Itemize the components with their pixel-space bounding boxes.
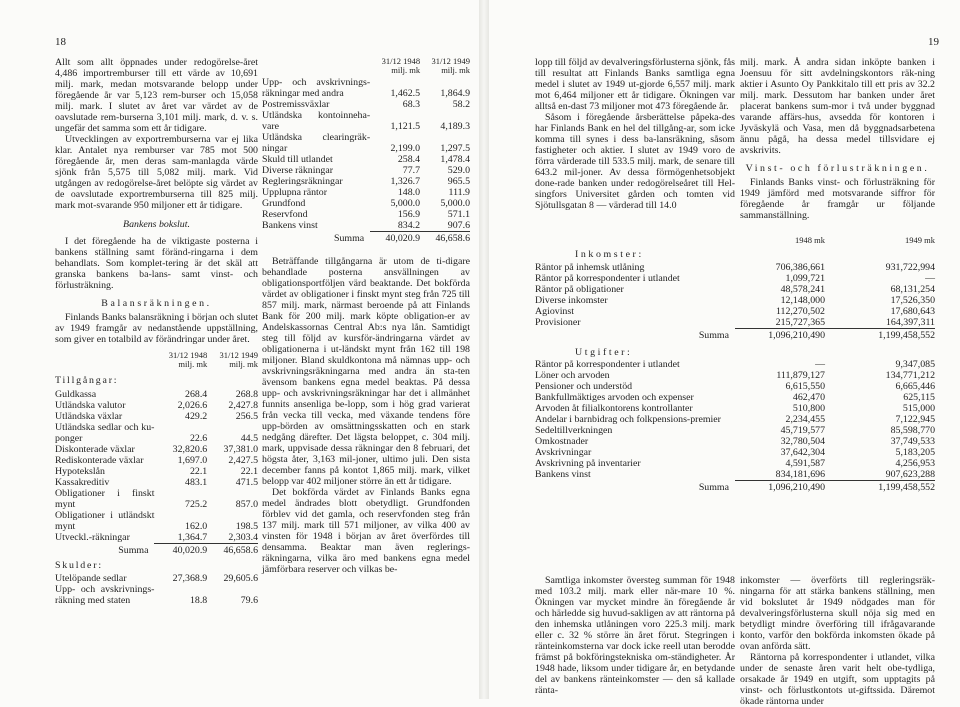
expense-value-1948: 32,780,504 <box>780 435 825 447</box>
expense-value-1948: 4,591,587 <box>785 457 825 469</box>
liability-value-1948: 834.2 <box>370 220 420 232</box>
column-3 <box>535 57 735 217</box>
asset-value-1949: 2,303.4 <box>207 532 258 544</box>
liability-label: Bankens vinst <box>262 220 318 232</box>
liability-value-1949: 907.6 <box>420 220 470 232</box>
income-value-1949: 17,680,643 <box>890 305 935 317</box>
expense-value-1948: 834,181,696 <box>735 469 835 481</box>
income-label: Agiovinst <box>535 305 574 317</box>
income-value-1949: 68,131,254 <box>890 283 935 295</box>
asset-row <box>55 488 258 510</box>
paragraph-profit-loss-intro: Finlands Banks vinst- och förlusträkning för 1949 jämförd med motsvarande siffror för föregående år framgår ur följande sammanställning. <box>740 177 935 221</box>
profit-loss-table <box>535 236 935 493</box>
profit-loss-heading: Vinst- och förlusträkningen. <box>745 163 930 174</box>
liability-row <box>55 584 258 606</box>
asset-value-1948: 22.1 <box>189 465 208 477</box>
assets-heading: Tillgångar: <box>55 374 119 386</box>
income-value-1948: 112,270,502 <box>775 305 825 317</box>
liabilities-heading: Skulder: <box>55 559 103 571</box>
income-sum-1949: 1,199,458,552 <box>878 329 935 341</box>
income-value-1949: — <box>925 272 935 284</box>
column-header-1948: 31/12 1948 milj. mk <box>168 350 208 369</box>
expenses-sum-label: Summa <box>698 481 729 493</box>
asset-value-1949: 22.1 <box>240 465 258 477</box>
expense-value-1949: 7,122,945 <box>895 413 935 425</box>
expense-value-1949: 5,183,205 <box>895 446 935 458</box>
liability-label: Postremissväxlar <box>262 98 330 110</box>
liability-value-1949: 529.0 <box>447 164 470 176</box>
liability-value-1949: 965.5 <box>447 175 470 187</box>
expense-value-1948: 37,642,304 <box>780 446 825 458</box>
expense-label: Arvoden åt filialkontorens kontrollanter <box>535 402 693 414</box>
income-value-1948: 706,386,661 <box>775 261 825 273</box>
expense-value-1949: 6,665,446 <box>895 380 935 392</box>
asset-value-1948: 1,697.0 <box>177 454 208 466</box>
paragraph-properties: Såsom i föregående årsberättelse påpeka-des har Finlands Bank en hel del tillgång-ar, som icke komma till synes i dess ba-lansräkning, såsom fastigheter och aktier. I slutet av 1949 voro de förra värderade till 533.5 milj. mark, de senare till 643.2 mil-joner. Av dessa förmögenhetsobjekt done-rade banken under redogörelseåret till Hel-singfors Universitet gården och tomten vid Sjötullsgatan 8 — värderad till 14.0 <box>535 112 735 211</box>
liability-label: Diverse räkningar <box>262 164 334 176</box>
liability-value-1949: 29,605.6 <box>223 572 258 584</box>
expense-row <box>535 436 935 447</box>
asset-row <box>55 466 258 477</box>
asset-label: Diskonterade växlar <box>55 443 135 455</box>
asset-value-1948: 22.6 <box>189 432 208 444</box>
income-value-1948: 48,578,241 <box>780 283 825 295</box>
income-sum-1948: 1,096,210,490 <box>768 329 825 341</box>
column-4 <box>740 57 935 221</box>
liability-row <box>262 99 470 110</box>
liability-value-1949: 111.9 <box>448 186 470 198</box>
paragraph-income-comment: Samtliga inkomster översteg summan för 1948 med 103.2 milj. mark eller när-mare 10 %. Ökningen var mycket mindre än föregående år och härledde sig huvud-sakligen av att räntorna på den inhemska utlåningen voro 225.3 milj. mark eller c. 32 % större än året förut. Stegringen i ränteinkomsterna var dock icke reell utan berodde främst på bokföringstekniska om-ständigheter. År 1948 hade, liksom under tidigare år, en betydande del av bankens ränteinkomster — den så kallade ränta- <box>535 575 735 696</box>
liability-value-1948: 156.9 <box>397 208 421 220</box>
income-value-1948: 12,148,000 <box>780 294 825 306</box>
asset-label: Utveckl.-räkningar <box>55 532 130 544</box>
asset-row <box>55 411 258 422</box>
income-value-1949: 931,722,994 <box>885 261 935 273</box>
expense-value-1948: 111,879,127 <box>776 369 825 381</box>
liabilities-sum-1949: 46,658.6 <box>435 232 470 244</box>
paragraph-bokslut: I det föregående ha de viktigaste posterna i bankens ställning samt föränd-ringarna i dem behandlats. Som komplet-tering är det skäl att granska bankens ba-lans- samt vinst- och förlusträkning. <box>55 236 258 291</box>
asset-label: Hypotekslån <box>55 465 105 477</box>
expense-label: Bankens vinst <box>535 469 591 481</box>
column-6 <box>740 575 935 707</box>
income-row <box>535 295 935 306</box>
income-label: Räntor på obligationer <box>535 283 624 295</box>
income-value-1948: 1,099,721 <box>785 272 825 284</box>
liability-value-1948: 1,121.5 <box>390 120 421 132</box>
liability-row <box>262 165 470 176</box>
expense-value-1949: 625,115 <box>903 391 935 403</box>
profit-loss-table-wrap <box>535 236 935 566</box>
paragraph-assets-commentary: Beträffande tillgångarna är utom de ti-digare behandlade posterna ansvällningen av obligationsportföljen värd beaktande. Det bokförda värdet av obligationer i finskt mynt steg från 725 till 857 milj. mark, närmast beroende på att Finlands Bank för 200 milj. mark köpte obligation-er av Andelskassornas Central Ab:s nya lån. Samtidigt steg till följd av kursför-ändringarna värdet av obligationerna i ut-ländskt mynt från 162 till 198 miljoner. Bland skuldkontona må nämnas upp- och avskrivningsräkningarna med andra än sta-ten ävensom bankens egna medel beaktas. På dessa upp- och avskrivningsräkningar har det i allmänhet funnits ansenliga be-lopp, som i hög grad varierat från vecka till vecka, med växande tendens före upp-börden av omsättningsskatten och en stark nedgång därefter. Det lägsta beloppet, c. 304 milj. mark, uppvisade dessa räkningar den 8 februari, det högsta åter, 3,163 mil-joner, ultimo juli. Den sista december fanns på kontot 1,865 milj. mark, vilket belopp var 402 miljoner större än ett år tidigare. <box>262 255 470 487</box>
asset-value-1948: 162.0 <box>185 520 208 532</box>
section-heading-bokslut: Bankens bokslut. <box>123 219 190 230</box>
liability-label: Skuld till utlandet <box>262 153 333 165</box>
asset-value-1948: 483.1 <box>185 476 208 488</box>
expense-value-1948: 2,234,455 <box>785 413 825 425</box>
expense-value-1949: 85,598,770 <box>890 424 935 436</box>
assets-sum-label: Summa <box>118 544 149 556</box>
paragraph-own-funds-cont: lopp till följd av devalveringsförlusterna sjönk, fås till resultat att Finlands Banks samtliga egna medel i slutet av 1949 ut-gjorde 6,557 milj. mark mot 6,464 miljoner ett år tidigare. Ökningen var alltså en-dast 73 miljoner mot 473 föregående år. <box>535 57 735 112</box>
paragraph-import-letters: Allt som allt öppnades under redogörelse-året 4,486 importremburser till ett värde av 10,691 milj. mark, medan motsvarande belopp under föregående år var 5,123 rem-burser och 15,058 milj. mark. I slutet av året var värdet av de oavslutade rem-burserna 3,101 milj. mark, d. v. s. ungefär det samma som ett år tidigare. <box>55 57 258 134</box>
income-label: Provisioner <box>535 317 581 329</box>
asset-value-1949: 857.0 <box>235 498 258 510</box>
expense-label: Andelar i barnbidrag och folkpensions-premier <box>535 413 721 425</box>
expense-row <box>535 447 935 458</box>
paragraph-correspondent-interest: Räntorna på korrespondenter i utlandet, vilka under de senaste åren varit helt obe-tydliga, orsakade år 1949 en utgift, som upptagits på vinst- och förlustkontots ut-giftssida. Däremot ökade räntorna under <box>740 652 935 707</box>
liability-value-1948: 5,000.0 <box>390 197 421 209</box>
liability-value-1949: 1,478.4 <box>440 153 470 165</box>
asset-value-1949: 471.5 <box>235 476 258 488</box>
income-row <box>535 317 935 329</box>
expense-label: Räntor på korrespondenter i utlandet <box>535 358 680 370</box>
expense-row <box>535 469 935 481</box>
liabilities-sum-label: Summa <box>333 232 365 244</box>
liability-value-1949: 58.2 <box>452 98 470 110</box>
column-header-1948-cont: 31/12 1948 milj. mk <box>381 56 421 75</box>
asset-row <box>55 455 258 466</box>
liability-value-1948: 27,368.9 <box>172 572 208 584</box>
expense-value-1949: 9,347,085 <box>895 358 935 370</box>
liability-value-1948: 18.8 <box>189 594 208 606</box>
income-row <box>535 273 935 284</box>
asset-value-1949: 37,381.0 <box>223 443 258 455</box>
asset-row <box>55 532 258 544</box>
expense-row <box>535 425 935 436</box>
asset-value-1948: 1,364.7 <box>154 532 207 544</box>
book-gutter <box>479 0 489 699</box>
asset-value-1949: 44.5 <box>240 432 258 444</box>
expenses-sum-1948: 1,096,210,490 <box>768 481 825 493</box>
expense-row <box>535 392 935 403</box>
liability-label: Regleringsräkningar <box>262 175 343 187</box>
liability-value-1948: 77.7 <box>402 164 421 176</box>
pl-column-header-1949: 1949 mk <box>905 235 935 245</box>
asset-label: Utländska växlar <box>55 410 123 422</box>
expense-label: Avskrivningar <box>535 446 592 458</box>
asset-label: Obligationer i finskt mynt <box>55 487 155 510</box>
expense-value-1948: 462,470 <box>792 391 825 403</box>
liability-value-1949: 1,864.9 <box>440 87 470 99</box>
liability-value-1948: 148.0 <box>397 186 421 198</box>
asset-row <box>55 510 258 532</box>
paragraph-export-letters: Utvecklingen av exportremburserna var ej lika klar. Antalet nya remburser var 785 mot 500 föregående år, men deras sam-manlagda värde sjönk från 5,575 till 5,082 milj. mark. Vid utgången av redogörelse-året belöpte sig värdet av de oavslutade exportremburserna till 825 milj. mark mot-svarande 950 miljoner ett år tidigare. <box>55 134 258 211</box>
asset-value-1949: 2,427.5 <box>228 454 258 466</box>
liability-value-1948: 1,462.5 <box>390 87 421 99</box>
liability-row <box>262 154 470 165</box>
liability-label: Reservfond <box>262 208 308 220</box>
expense-value-1948: 45,719,577 <box>780 424 825 436</box>
expense-row <box>535 458 935 469</box>
income-sum-label: Summa <box>698 329 729 341</box>
expense-value-1948: 6,615,550 <box>785 380 825 392</box>
income-heading: Inkomster: <box>575 248 644 260</box>
expense-row <box>535 370 935 381</box>
liability-row <box>55 573 258 584</box>
assets-sum-1948: 40,020.9 <box>172 544 208 556</box>
column-5 <box>535 575 735 696</box>
asset-label: Rediskonterade växlar <box>55 454 144 466</box>
asset-row <box>55 477 258 488</box>
balance-table-part1 <box>55 351 258 606</box>
liability-value-1949: 4,189.3 <box>440 120 470 132</box>
liability-row <box>262 77 470 99</box>
asset-row <box>55 389 258 400</box>
pl-column-header-1948: 1948 mk <box>795 235 825 245</box>
column-header-1949-cont: 31/12 1949 milj. mk <box>431 56 470 75</box>
liability-value-1949: 1,297.5 <box>440 142 470 154</box>
income-label: Räntor på korrespondenter i utlandet <box>535 272 680 284</box>
expense-value-1949: 134,771,212 <box>885 369 935 381</box>
liability-row <box>262 110 470 132</box>
expense-label: Bankfullmäktiges arvoden och expenser <box>535 391 694 403</box>
income-value-1949: 164,397,311 <box>835 317 935 329</box>
liability-label: Utelöpande sedlar <box>55 572 127 584</box>
asset-label: Obligationer i utländskt mynt <box>55 509 155 532</box>
liabilities-sum-1948: 40,020.9 <box>385 232 421 244</box>
assets-sum-1949: 46,658.6 <box>223 544 258 556</box>
liability-label: Utländska clearingräk-ningar <box>262 131 371 154</box>
asset-value-1949: 198.5 <box>235 520 258 532</box>
liability-value-1949: 5,000.0 <box>440 197 470 209</box>
asset-row <box>55 422 258 444</box>
expense-value-1949: 907,623,288 <box>835 469 935 481</box>
asset-value-1948: 268.4 <box>185 388 208 400</box>
expense-row <box>535 381 935 392</box>
asset-value-1948: 2,026.6 <box>177 399 208 411</box>
asset-value-1949: 2,427.8 <box>228 399 258 411</box>
asset-row <box>55 444 258 455</box>
page-number-left: 18 <box>55 36 66 48</box>
liability-row <box>262 187 470 198</box>
liability-row <box>262 209 470 220</box>
liability-row <box>262 176 470 187</box>
income-row <box>535 306 935 317</box>
income-label: Diverse inkomster <box>535 294 608 306</box>
column-header-1949: 31/12 1949 milj. mk <box>219 350 258 369</box>
column-1 <box>55 57 258 687</box>
expense-label: Pensioner och understöd <box>535 380 633 392</box>
asset-label: Utländska valutor <box>55 399 126 411</box>
liability-label: Upplupna räntor <box>262 186 327 198</box>
paragraph-balance-sheet: Finlands Banks balansräkning i början och slutet av 1949 framgår av nedanstående uppställning, som giver en totalbild av förändringar under året. <box>55 312 258 345</box>
income-value-1949: 17,526,350 <box>890 294 935 306</box>
expense-label: Omkostnader <box>535 435 589 447</box>
paragraph-income-comment-cont: inkomster — överförts till regleringsräk-ningarna för att stärka bankens ställning, men vid bokslutet år 1949 nödgades man för devalveringsförlusterna skull nöja sig med en betydligt mindre överföring till ifrågavarande konto, varför den bokförda inkomsten ökade på ovan anförda sätt. <box>740 575 935 652</box>
asset-row <box>55 400 258 411</box>
expense-value-1948: — <box>815 358 825 370</box>
asset-value-1948: 32,820.6 <box>172 443 208 455</box>
liability-row <box>262 198 470 209</box>
expense-row <box>535 414 935 425</box>
expenses-heading: Utgifter: <box>575 346 633 358</box>
expense-value-1949: 37,749,533 <box>890 435 935 447</box>
income-row <box>535 284 935 295</box>
liability-label: Utländska kontoinneha-vare <box>262 109 371 132</box>
asset-label: Utländska sedlar och ku-ponger <box>55 421 155 444</box>
balance-sheet-heading: Balansräkningen. <box>101 298 212 309</box>
balance-table-part2 <box>262 57 470 244</box>
expense-row <box>535 359 935 370</box>
expense-value-1949: 515,000 <box>902 402 935 414</box>
asset-value-1949: 268.8 <box>235 388 258 400</box>
asset-label: Kassakreditiv <box>55 476 110 488</box>
liability-row <box>262 132 470 154</box>
liability-value-1948: 68.3 <box>402 98 421 110</box>
liability-value-1949: 571.1 <box>447 208 470 220</box>
expense-label: Löner och arvoden <box>535 369 610 381</box>
expense-value-1948: 510,800 <box>792 402 825 414</box>
income-value-1948: 215,727,365 <box>735 317 835 329</box>
income-label: Räntor på inhemsk utlåning <box>535 261 645 273</box>
expenses-sum-1949: 1,199,458,552 <box>878 481 935 493</box>
expense-value-1949: 4,256,953 <box>895 457 935 469</box>
liability-value-1949: 79.6 <box>240 594 258 606</box>
paragraph-own-funds: Det bokförda värdet av Finlands Banks egna medel ändrades blott obetydligt. Grundfonden förblev vid det gamla, och reservfonden steg från 137 milj. mark till 571 miljoner, av vilka 400 av vinsten för 1948 i början av året överfördes till densamma. Beaktar man även reglerings-räkningarna, vilka äro med bankens egna medel jämförbara reserver och vilkas be- <box>262 486 470 575</box>
liability-label: Upp- och avskrivnings-räkningar med andra <box>262 76 371 99</box>
asset-value-1948: 725.2 <box>185 498 208 510</box>
column-2 <box>262 57 470 687</box>
liability-value-1948: 2,199.0 <box>390 142 421 154</box>
income-row <box>535 262 935 273</box>
liability-label: Grundfond <box>262 197 306 209</box>
paragraph-share-purchase: milj. mark. Å andra sidan inköpte banken i Joensuu för sitt avdelningskontors räk-ning aktier i Asunto Oy Pankkitalo till ett pris av 32.2 milj. mark. Dessutom har banken under året placerat bankens sum-mor i två under byggnad varande affärs-hus, avsedda för kontoren i Jyväskylä och Vasa, men då byggnadsarbetena ännu pågå, ha dessa medel tillsvidare ej avskrivits. <box>740 57 935 156</box>
liability-value-1948: 1,326.7 <box>390 175 421 187</box>
asset-value-1949: 256.5 <box>235 410 258 422</box>
expense-label: Avskrivning på inventarier <box>535 457 641 469</box>
expense-row <box>535 403 935 414</box>
liability-row <box>262 220 470 232</box>
expense-label: Sedeltillverkningen <box>535 424 613 436</box>
asset-label: Guldkassa <box>55 388 97 400</box>
liability-value-1948: 258.4 <box>397 153 421 165</box>
page-number-right: 19 <box>928 36 939 48</box>
asset-value-1948: 429.2 <box>185 410 208 422</box>
liability-label: Upp- och avskrivnings-räkning med staten <box>55 583 155 606</box>
